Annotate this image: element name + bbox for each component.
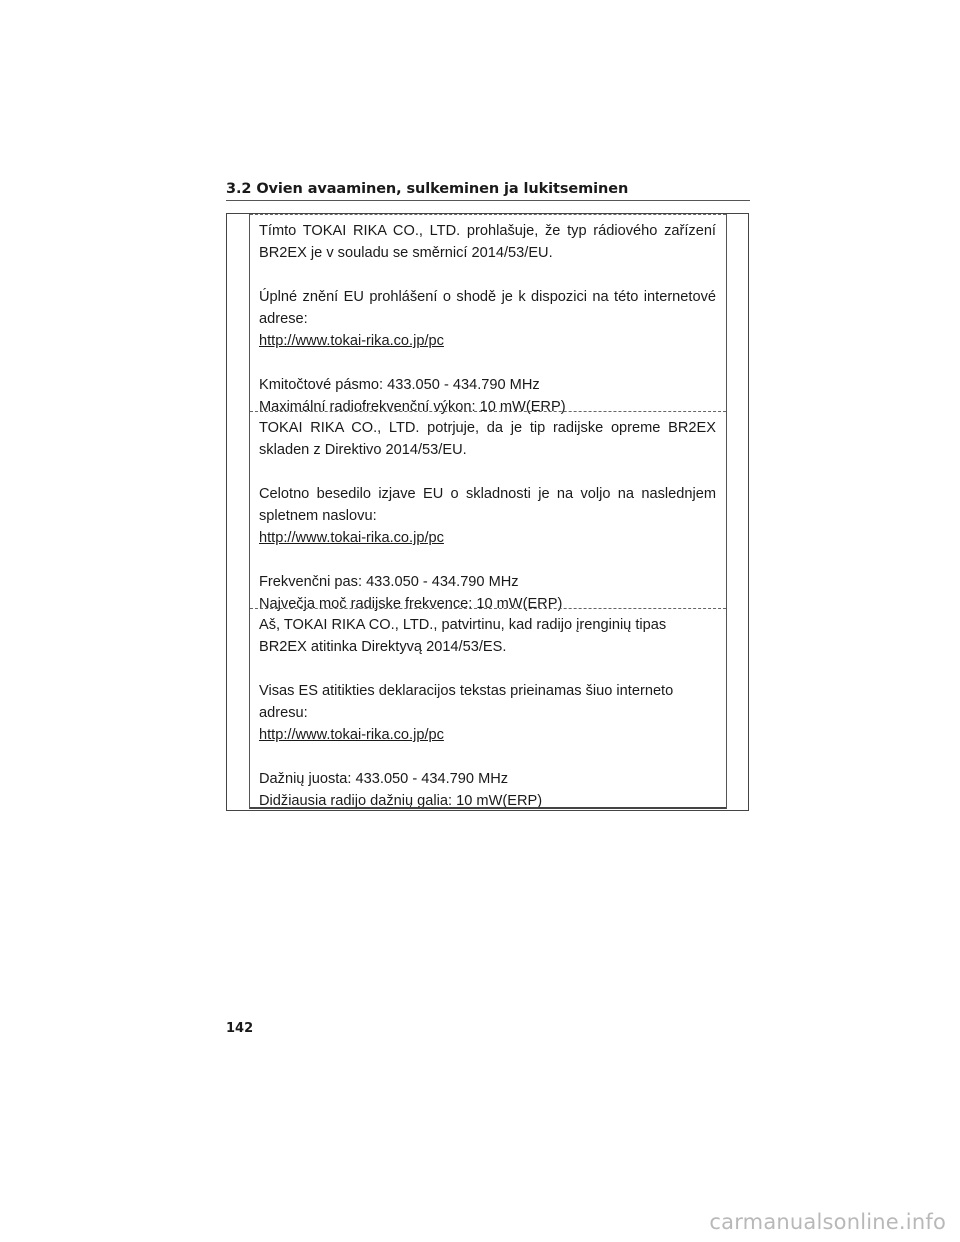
declaration-text-line: adresu: <box>259 705 308 721</box>
declaration-text-line: BR2EX atitinka Direktyvą 2014/53/ES. <box>259 639 507 655</box>
declaration-text-line: spletnem naslovu: <box>259 508 377 524</box>
frequency-band-text: Dažnių juosta: 433.050 - 434.790 MHz <box>259 771 509 787</box>
section-header <box>226 178 750 201</box>
declaration-column <box>249 214 727 809</box>
frequency-band-text: Frekvenčni pas: 433.050 - 434.790 MHz <box>259 574 519 590</box>
declaration-frame <box>226 213 749 811</box>
max-power-text: Največja moč radijske frekvence: 10 mW(ERP) <box>259 596 563 612</box>
declaration-url-link[interactable]: http://www.tokai-rika.co.jp/pc <box>259 727 444 743</box>
section-title: 3.2 Ovien avaaminen, sulkeminen ja lukitseminen <box>226 181 629 197</box>
declaration-block-lt <box>250 608 726 812</box>
declaration-url-link[interactable]: http://www.tokai-rika.co.jp/pc <box>259 333 444 349</box>
page-number: 142 <box>226 1021 254 1036</box>
declaration-text-line: skladen z Direktivo 2014/53/EU. <box>259 442 467 458</box>
bottom-rule <box>250 807 726 809</box>
max-power-text: Didžiausia radijo dažnių galia: 10 mW(ERP) <box>259 793 543 809</box>
declaration-text-line: adrese: <box>259 311 308 327</box>
max-power-text: Maximální radiofrekvenční výkon: 10 mW(ERP) <box>259 399 566 415</box>
site-watermark: carmanualsonline.info <box>709 1210 946 1234</box>
declaration-text-line: Celotno besedilo izjave EU o skladnosti je na voljo na naslednjem <box>259 486 716 502</box>
declaration-text-line: Tímto TOKAI RIKA CO., LTD. prohlašuje, že typ rádiového zařízení <box>259 223 716 239</box>
declaration-text-line: Úplné znění EU prohlášení o shodě je k dispozici na této internetové <box>259 289 716 305</box>
declaration-block-sl <box>250 411 726 615</box>
declaration-text-line: TOKAI RIKA CO., LTD. potrjuje, da je tip radijske opreme BR2EX <box>259 420 716 436</box>
declaration-text-line: BR2EX je v souladu se směrnicí 2014/53/EU. <box>259 245 553 261</box>
frequency-band-text: Kmitočtové pásmo: 433.050 - 434.790 MHz <box>259 377 540 393</box>
declaration-text-line: Aš, TOKAI RIKA CO., LTD., patvirtinu, kad radijo įrenginių tipas <box>259 617 667 633</box>
declaration-text-line: Visas ES atitikties deklaracijos tekstas prieinamas šiuo interneto <box>259 683 674 699</box>
declaration-block-cs <box>250 214 726 418</box>
declaration-url-link[interactable]: http://www.tokai-rika.co.jp/pc <box>259 530 444 546</box>
